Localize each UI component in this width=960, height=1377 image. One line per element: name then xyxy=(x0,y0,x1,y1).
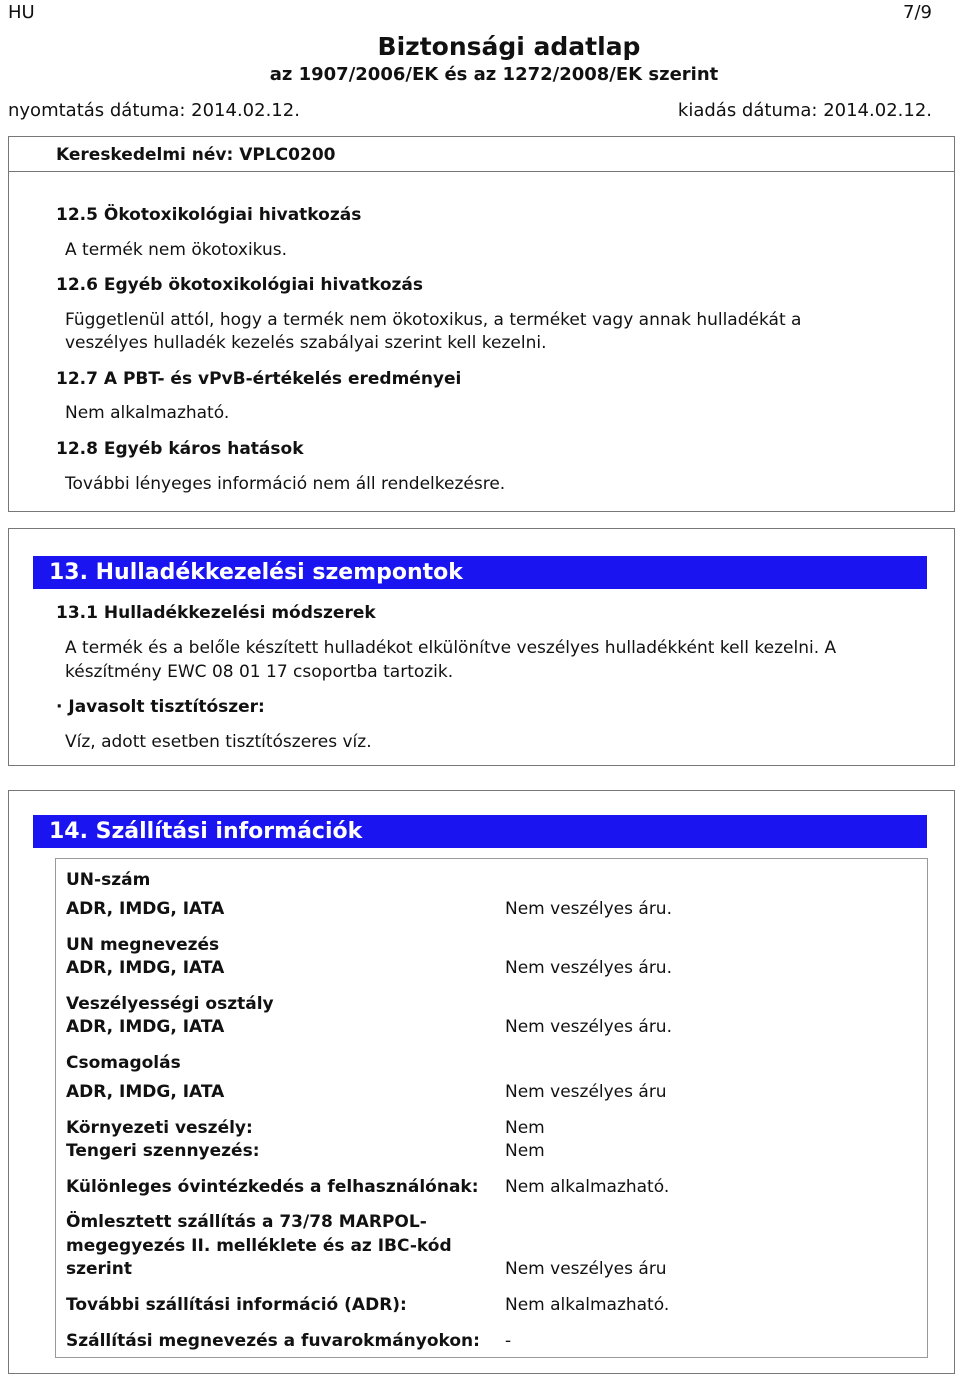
issue-date: kiadás dátuma: 2014.02.12. xyxy=(677,100,932,121)
text-13-1-line2: készítmény EWC 08 01 17 csoportba tartozik. xyxy=(65,662,454,682)
document-subtitle: az 1907/2006/EK és az 1272/2008/EK szerint xyxy=(269,64,719,85)
page-number: 7/9 xyxy=(903,2,932,23)
heading-12-8: 12.8 Egyéb káros hatások xyxy=(56,439,304,459)
text-12-6-line1: Függetlenül attól, hogy a termék nem ökotoxikus, a terméket vagy annak hulladékát a xyxy=(65,310,802,330)
text-12-8: További lényeges információ nem áll rendelkezésre. xyxy=(65,474,506,494)
hazard-class-modes: ADR, IMDG, IATA xyxy=(66,1017,225,1037)
trade-name: Kereskedelmi név: VPLC0200 xyxy=(56,145,336,165)
un-name-modes: ADR, IMDG, IATA xyxy=(66,958,225,978)
language-code: HU xyxy=(8,2,35,23)
marine-pollutant-label: Tengeri szennyezés: xyxy=(66,1141,260,1161)
un-name-value: Nem veszélyes áru. xyxy=(505,958,672,978)
text-13-1-line1: A termék és a belőle készített hulladékot elkülönítve veszélyes hulladékként kell kezelni. A xyxy=(65,638,837,658)
heading-12-7: 12.7 A PBT- és vPvB-értékelés eredményei xyxy=(56,369,462,389)
text-12-6-line2: veszélyes hulladék kezelés szabályai szerint kell kezelni. xyxy=(65,333,547,353)
packaging-value: Nem veszélyes áru xyxy=(505,1082,667,1102)
cleaner-label: · Javasolt tisztítószer: xyxy=(56,697,265,717)
hazard-class-value: Nem veszélyes áru. xyxy=(505,1017,672,1037)
heading-12-5: 12.5 Ökotoxikológiai hivatkozás xyxy=(56,205,362,225)
special-precautions-value: Nem alkalmazható. xyxy=(505,1177,670,1197)
heading-12-6: 12.6 Egyéb ökotoxikológiai hivatkozás xyxy=(56,275,424,295)
shipping-name-value: - xyxy=(505,1331,512,1351)
bulk-transport-label-line2: megegyezés II. melléklete és az IBC-kód xyxy=(66,1236,452,1256)
bulk-transport-label-line1: Ömlesztett szállítás a 73/78 MARPOL- xyxy=(66,1212,427,1232)
trade-name-box xyxy=(8,136,955,172)
special-precautions-label: Különleges óvintézkedés a felhasználónak: xyxy=(66,1177,479,1197)
marine-pollutant-value: Nem xyxy=(505,1141,545,1161)
adr-extra-value: Nem alkalmazható. xyxy=(505,1295,670,1315)
section-13-title: 13. Hulladékkezelési szempontok xyxy=(33,556,927,589)
un-number-modes: ADR, IMDG, IATA xyxy=(66,899,225,919)
cleaner-text: Víz, adott esetben tisztítószeres víz. xyxy=(65,732,372,752)
packaging-label: Csomagolás xyxy=(66,1053,181,1073)
env-hazard-label: Környezeti veszély: xyxy=(66,1118,253,1138)
transport-table xyxy=(55,858,928,1358)
print-date: nyomtatás dátuma: 2014.02.12. xyxy=(8,100,300,121)
env-hazard-value: Nem xyxy=(505,1118,545,1138)
hazard-class-label: Veszélyességi osztály xyxy=(66,994,274,1014)
un-name-label: UN megnevezés xyxy=(66,935,220,955)
packaging-modes: ADR, IMDG, IATA xyxy=(66,1082,225,1102)
bulk-transport-label-line3: szerint xyxy=(66,1259,132,1279)
un-number-value: Nem veszélyes áru. xyxy=(505,899,672,919)
text-12-5: A termék nem ökotoxikus. xyxy=(65,240,288,260)
section-14-title: 14. Szállítási információk xyxy=(33,815,927,848)
document-title: Biztonsági adatlap xyxy=(377,32,641,61)
adr-extra-label: További szállítási információ (ADR): xyxy=(66,1295,407,1315)
shipping-name-label: Szállítási megnevezés a fuvarokmányokon: xyxy=(66,1331,480,1351)
bulk-transport-value: Nem veszélyes áru xyxy=(505,1259,667,1279)
text-12-7: Nem alkalmazható. xyxy=(65,403,230,423)
heading-13-1: 13.1 Hulladékkezelési módszerek xyxy=(56,603,376,623)
un-number-label: UN-szám xyxy=(66,870,151,890)
